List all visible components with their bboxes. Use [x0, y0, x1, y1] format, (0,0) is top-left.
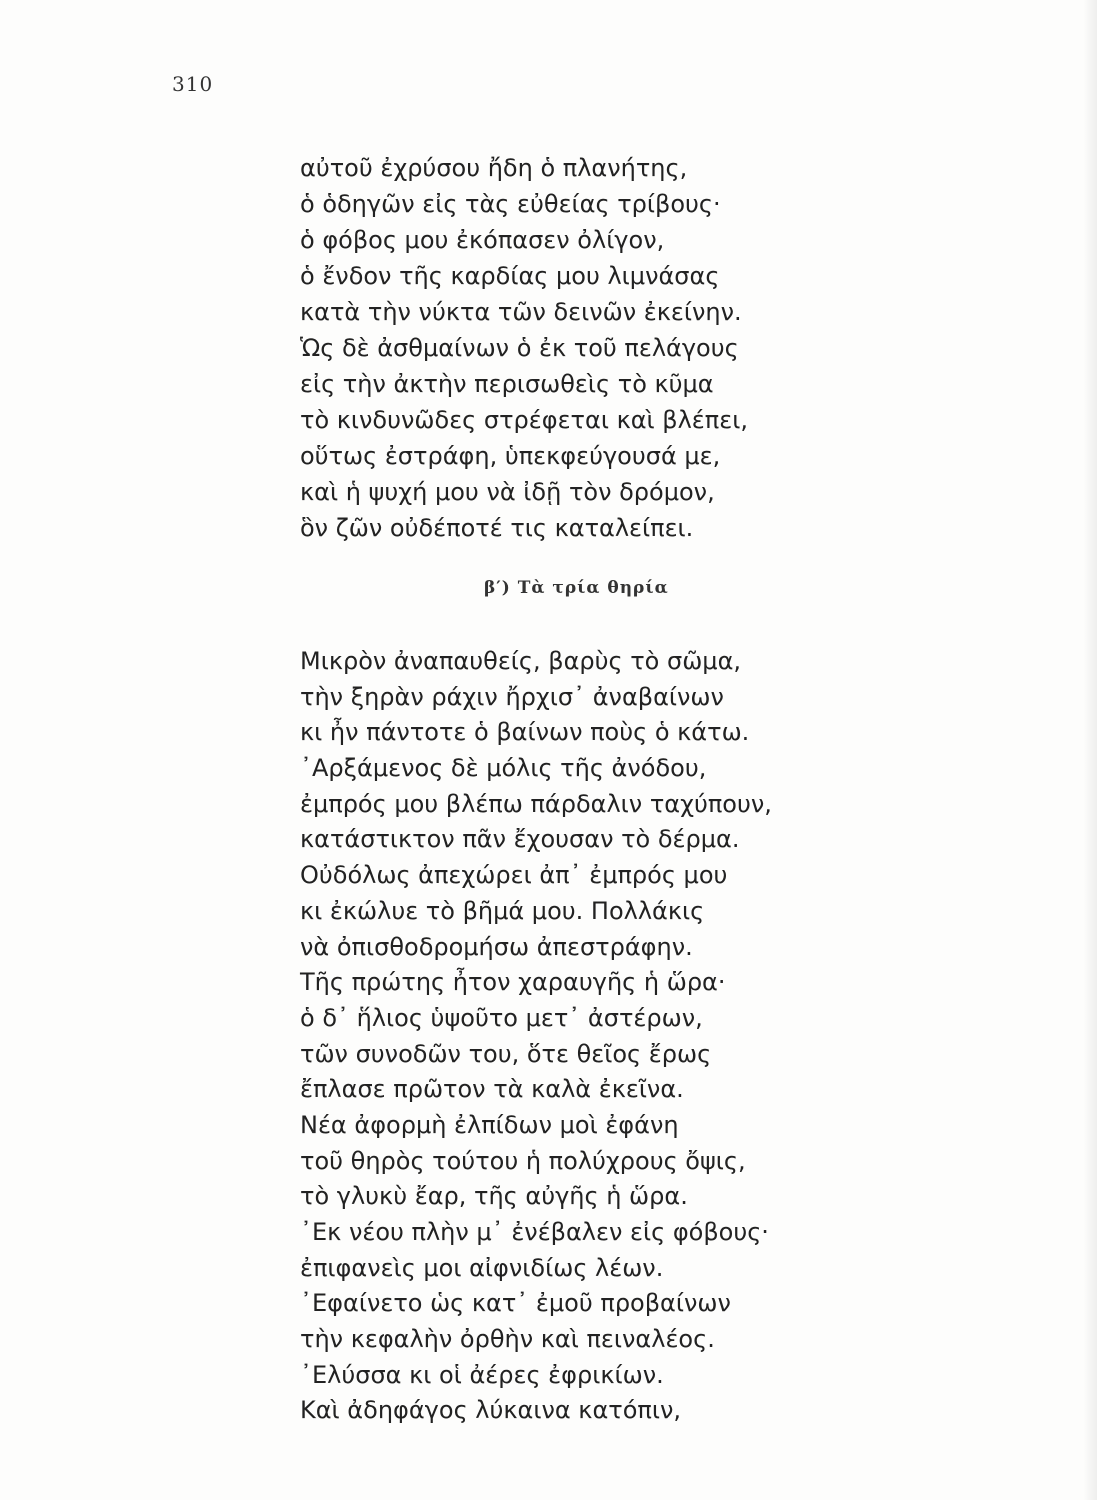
poem-line: Νέα ἀφορμὴ ἐλπίδων μοὶ ἐφάνη	[300, 1110, 679, 1139]
poem-line: τὴν κεφαλὴν ὀρθὴν καὶ πειναλέος.	[300, 1325, 715, 1354]
page-number: 310	[172, 72, 214, 96]
section-title: β′) Τὰ τρία θηρία	[484, 578, 669, 598]
poem-line: εἰς τὴν ἀκτὴν περισωθεὶς τὸ κῦμα	[300, 370, 714, 398]
poem-line: ᾽Αρξάμενος δὲ μόλις τῆς ἀνόδου,	[300, 754, 707, 783]
poem-line: Μικρὸν ἀναπαυθείς, βαρὺς τὸ σῶμα,	[300, 647, 742, 675]
poem-line: Τῆς πρώτης ἦτον χαραυγῆς ἡ ὥρα·	[300, 968, 726, 997]
poem-line: ἔπλασε πρῶτον τὰ καλὰ ἐκεῖνα.	[300, 1075, 684, 1104]
poem-line: ᾽Εκ νέου πλὴν μ᾽ ἐνέβαλεν εἰς φόβους·	[300, 1218, 769, 1246]
poem-stanza-2	[300, 644, 772, 1429]
poem-line: ᾽Ελύσσα κι οἱ ἀέρες ἐφρικίων.	[300, 1360, 664, 1389]
poem-line: ᾽Εφαίνετο ὡς κατ᾽ ἐμοῦ προβαίνων	[300, 1289, 731, 1318]
poem-line: ἐμπρός μου βλέπω πάρδαλιν ταχύπουν,	[300, 789, 772, 818]
poem-line: ὁ φόβος μου ἐκόπασεν ὀλίγον,	[300, 226, 665, 254]
poem-line: κι ἐκώλυε τὸ βῆμά μου. Πολλάκις	[300, 896, 705, 925]
poem-line: τὸ κινδυνῶδες στρέφεται καὶ βλέπει,	[300, 406, 748, 434]
poem-line: τοῦ θηρὸς τούτου ἡ πολύχρους ὄψις,	[300, 1146, 746, 1175]
poem-line: καὶ ἡ ψυχή μου νὰ ἰδῇ τὸν δρόμον,	[300, 478, 715, 506]
poem-line: τὴν ξηρὰν ράχιν ἤρχισ᾽ ἀναβαίνων	[300, 682, 724, 711]
poem-stanza-1	[300, 150, 748, 546]
poem-line: κατὰ τὴν νύκτα τῶν δεινῶν ἐκείνην.	[300, 298, 742, 326]
poem-line: τὸ γλυκὺ ἔαρ, τῆς αὐγῆς ἡ ὥρα.	[300, 1182, 688, 1211]
poem-line: ὁ ὁδηγῶν εἰς τὰς εὐθείας τρίβους·	[300, 190, 721, 218]
page-edge-shadow	[1083, 0, 1097, 1500]
poem-line: τῶν συνοδῶν του, ὅτε θεῖος ἔρως	[300, 1039, 712, 1068]
poem-line: ὃν ζῶν οὐδέποτέ τις καταλείπει.	[300, 514, 694, 542]
poem-line: Οὐδόλως ἀπεχώρει ἀπ᾽ ἐμπρός μου	[300, 861, 728, 890]
poem-line: οὕτως ἐστράφη, ὑπεκφεύγουσά με,	[300, 442, 721, 470]
poem-line: Καὶ ἀδηφάγος λύκαινα κατόπιν,	[300, 1396, 682, 1425]
poem-line: αὐτοῦ ἐχρύσου ἤδη ὁ πλανήτης,	[300, 154, 688, 182]
poem-line: ὁ δ᾽ ἥλιος ὑψοῦτο μετ᾽ ἀστέρων,	[300, 1003, 703, 1032]
poem-line: νὰ ὀπισθοδρομήσω ἀπεστράφην.	[300, 932, 693, 961]
poem-line: κι ἦν πάντοτε ὁ βαίνων ποὺς ὁ κάτω.	[300, 718, 750, 747]
poem-line: ὁ ἔνδον τῆς καρδίας μου λιμνάσας	[300, 262, 720, 290]
poem-line: ἐπιφανεὶς μοι αἰφνιδίως λέων.	[300, 1253, 664, 1282]
poem-line: κατάστικτον πᾶν ἔχουσαν τὸ δέρμα.	[300, 825, 740, 854]
poem-line: Ὡς δὲ ἀσθμαίνων ὁ ἐκ τοῦ πελάγους	[300, 334, 739, 362]
